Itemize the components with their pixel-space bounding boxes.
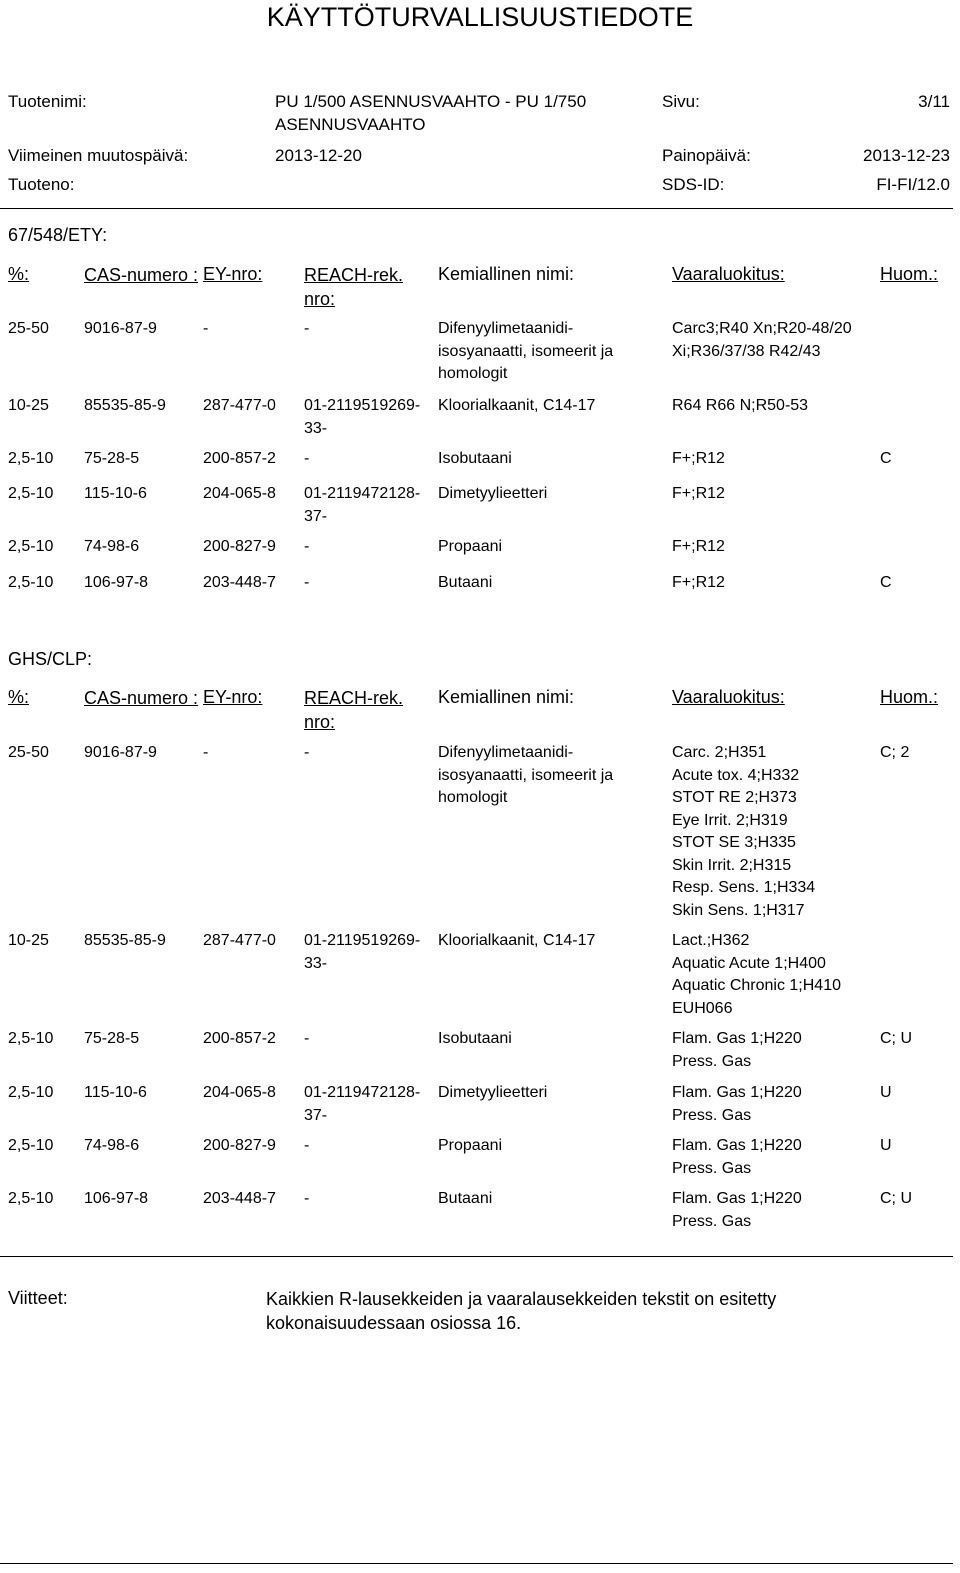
- cell-cas: 85535-85-9: [84, 932, 166, 949]
- header-divider: [0, 208, 953, 209]
- cell-chemical-name: Difenyylimetaanidi-isosyanaatti, isomeerit ja homologit: [438, 320, 614, 382]
- cell-hazard: Carc3;R40 Xn;R20-48/20 Xi;R36/37/38 R42/43: [672, 320, 852, 360]
- cell-percent: 2,5-10: [8, 1137, 54, 1154]
- cell-ey: 200-827-9: [203, 1137, 276, 1154]
- cell-ey: 200-857-2: [203, 450, 276, 467]
- cell-percent: 10-25: [8, 932, 49, 949]
- cell-reach: 01-2119472128-37-: [304, 485, 421, 525]
- cell-reach: 01-2119519269-33-: [304, 397, 421, 437]
- page-label: Sivu:: [662, 92, 700, 111]
- cell-ey: 287-477-0: [203, 932, 276, 949]
- references-divider: [0, 1256, 953, 1257]
- cell-chemical-name: Butaani: [438, 574, 493, 591]
- cell-hazard: Lact.;H362 Aquatic Acute 1;H400 Aquatic Chronic 1;H410 EUH066: [672, 932, 841, 1017]
- document-title: KÄYTTÖTURVALLISUUSTIEDOTE: [266, 2, 694, 32]
- product-number-label: Tuoteno:: [8, 175, 75, 194]
- page-number: 3/11: [918, 92, 950, 111]
- cell-hazard: F+;R12: [672, 574, 725, 591]
- print-date: 2013-12-23: [863, 146, 950, 165]
- cell-hazard: Flam. Gas 1;H220 Press. Gas: [672, 1137, 802, 1177]
- cell-chemical-name: Propaani: [438, 538, 503, 555]
- cell-reach: 01-2119472128-37-: [304, 1084, 421, 1124]
- cell-cas: 75-28-5: [84, 1030, 140, 1047]
- cell-note: U: [880, 1084, 892, 1101]
- cell-hazard: F+;R12: [672, 485, 725, 502]
- cell-ey: -: [203, 744, 209, 761]
- cell-chemical-name: Dimetyylieetteri: [438, 1084, 548, 1101]
- cell-percent: 2,5-10: [8, 450, 54, 467]
- cell-chemical-name: Kloorialkaanit, C14-17: [438, 397, 596, 414]
- cell-chemical-name: Dimetyylieetteri: [438, 485, 548, 502]
- cell-reach: -: [304, 574, 310, 591]
- col-note: Huom.:: [880, 687, 939, 707]
- cell-percent: 25-50: [8, 744, 49, 761]
- col-hazard: Vaaraluokitus:: [672, 264, 785, 284]
- cell-hazard: Flam. Gas 1;H220 Press. Gas: [672, 1190, 802, 1230]
- col-ey: EY-nro:: [203, 687, 263, 707]
- cell-cas: 106-97-8: [84, 1190, 149, 1207]
- cell-percent: 2,5-10: [8, 485, 54, 502]
- col-chemical-name: Kemiallinen nimi:: [438, 687, 575, 707]
- cell-chemical-name: Kloorialkaanit, C14-17: [438, 932, 596, 949]
- col-reach: REACH-rek. nro:: [304, 688, 404, 732]
- cell-chemical-name: Difenyylimetaanidi-isosyanaatti, isomeerit ja homologit: [438, 744, 614, 806]
- col-cas: CAS-numero :: [84, 688, 199, 708]
- cell-cas: 9016-87-9: [84, 320, 157, 337]
- cell-cas: 85535-85-9: [84, 397, 166, 414]
- cell-note: C; U: [880, 1030, 912, 1047]
- cell-chemical-name: Isobutaani: [438, 450, 512, 467]
- section-title-67-548-ety: 67/548/ETY:: [8, 225, 108, 245]
- cell-hazard: Flam. Gas 1;H220 Press. Gas: [672, 1084, 802, 1124]
- cell-percent: 10-25: [8, 397, 49, 414]
- cell-hazard: R64 R66 N;R50-53: [672, 397, 809, 414]
- col-cas: CAS-numero :: [84, 265, 199, 285]
- cell-reach: -: [304, 744, 310, 761]
- print-date-label: Painopäivä:: [662, 146, 751, 165]
- cell-ey: 287-477-0: [203, 397, 276, 414]
- sds-id: FI-FI/12.0: [876, 175, 950, 194]
- cell-note: C; 2: [880, 744, 910, 761]
- cell-ey: 200-857-2: [203, 1030, 276, 1047]
- cell-hazard: F+;R12: [672, 538, 725, 555]
- modified-date: 2013-12-20: [275, 146, 362, 165]
- cell-note: U: [880, 1137, 892, 1154]
- col-hazard: Vaaraluokitus:: [672, 687, 785, 707]
- cell-reach: -: [304, 1190, 310, 1207]
- cell-note: C; U: [880, 1190, 912, 1207]
- cell-cas: 115-10-6: [84, 1084, 147, 1101]
- col-note: Huom.:: [880, 264, 939, 284]
- cell-cas: 106-97-8: [84, 574, 149, 591]
- cell-percent: 2,5-10: [8, 1030, 54, 1047]
- cell-percent: 2,5-10: [8, 1084, 54, 1101]
- product-name: PU 1/500 ASENNUSVAAHTO - PU 1/750 ASENNUSVAAHTO: [275, 92, 587, 134]
- cell-chemical-name: Butaani: [438, 1190, 493, 1207]
- cell-percent: 2,5-10: [8, 574, 54, 591]
- product-name-label: Tuotenimi:: [8, 92, 87, 111]
- section-title-ghs-clp: GHS/CLP:: [8, 649, 93, 669]
- cell-reach: 01-2119519269-33-: [304, 932, 421, 972]
- col-percent: %:: [8, 687, 30, 707]
- cell-cas: 115-10-6: [84, 485, 147, 502]
- sds-id-label: SDS-ID:: [662, 175, 725, 194]
- cell-ey: 200-827-9: [203, 538, 276, 555]
- cell-reach: -: [304, 538, 310, 555]
- col-reach: REACH-rek. nro:: [304, 265, 404, 309]
- cell-percent: 2,5-10: [8, 538, 54, 555]
- cell-note: C: [880, 450, 892, 467]
- modified-date-label: Viimeinen muutospäivä:: [8, 146, 189, 165]
- cell-reach: -: [304, 1137, 310, 1154]
- cell-chemical-name: Propaani: [438, 1137, 503, 1154]
- cell-hazard: F+;R12: [672, 450, 725, 467]
- cell-reach: -: [304, 1030, 310, 1047]
- col-percent: %:: [8, 264, 30, 284]
- cell-cas: 75-28-5: [84, 450, 140, 467]
- cell-ey: 203-448-7: [203, 1190, 276, 1207]
- cell-cas: 9016-87-9: [84, 744, 157, 761]
- cell-cas: 74-98-6: [84, 538, 140, 555]
- cell-reach: -: [304, 320, 310, 337]
- cell-reach: -: [304, 450, 310, 467]
- references-label: Viitteet:: [8, 1288, 68, 1308]
- cell-percent: 25-50: [8, 320, 49, 337]
- cell-hazard: Carc. 2;H351 Acute tox. 4;H332 STOT RE 2;H373 Eye Irrit. 2;H319 STOT SE 3;H335 Skin Irrit. 2;H315 Resp. Sens. 1;H334 Skin Sens. 1;H317: [672, 744, 816, 919]
- cell-ey: 204-065-8: [203, 1084, 276, 1101]
- col-ey: EY-nro:: [203, 264, 263, 284]
- cell-ey: 204-065-8: [203, 485, 276, 502]
- cell-chemical-name: Isobutaani: [438, 1030, 512, 1047]
- cell-ey: 203-448-7: [203, 574, 276, 591]
- references-text: Kaikkien R-lausekkeiden ja vaaralausekkeiden tekstit on esitetty kokonaisuudessaan osiossa 16.: [266, 1289, 777, 1333]
- cell-note: C: [880, 574, 892, 591]
- cell-hazard: Flam. Gas 1;H220 Press. Gas: [672, 1030, 802, 1070]
- cell-percent: 2,5-10: [8, 1190, 54, 1207]
- footer-divider: [0, 1563, 953, 1564]
- col-chemical-name: Kemiallinen nimi:: [438, 264, 575, 284]
- cell-cas: 74-98-6: [84, 1137, 140, 1154]
- cell-ey: -: [203, 320, 209, 337]
